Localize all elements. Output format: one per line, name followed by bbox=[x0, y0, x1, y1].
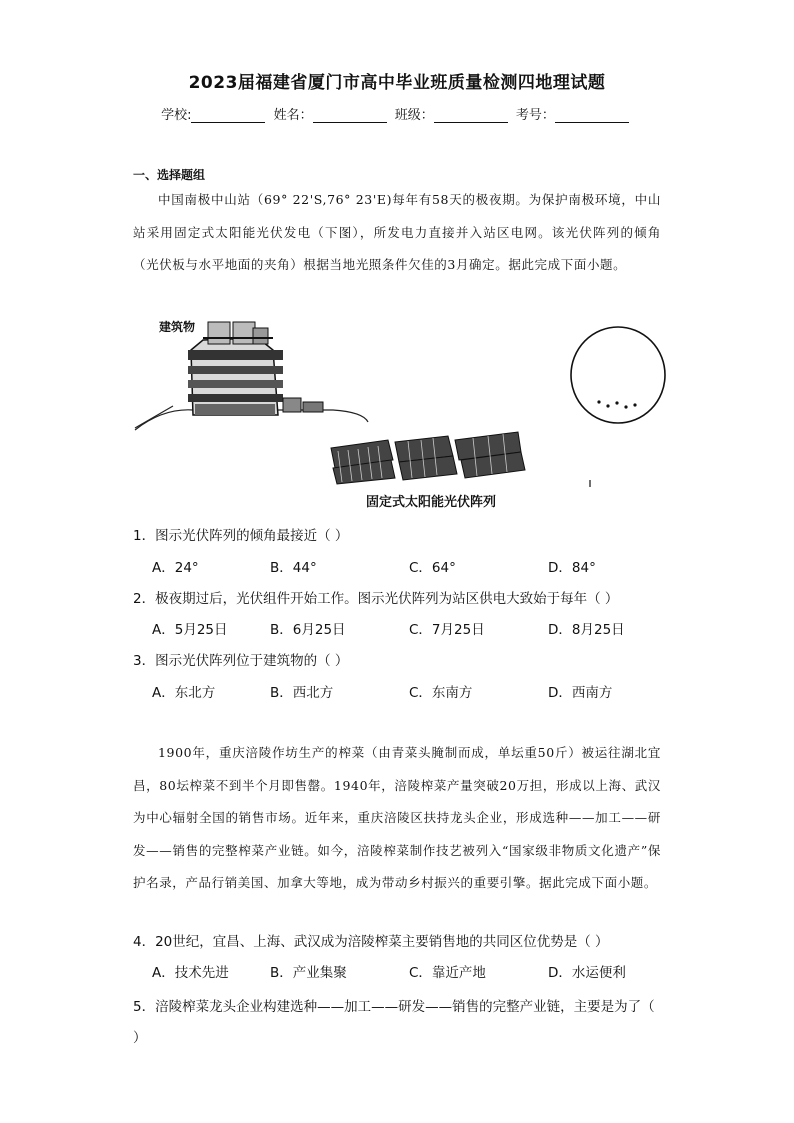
passage-text: 1900年，重庆涪陵作坊生产的榨菜（由青菜头腌制而成，单坛重50斤）被运往湖北宜昌，80坛榨菜不到半个月即售罄。1940年，涪陵榨菜产量突破20万担，形成以上海、武汉为中心辐射全国的销售市场。近年来，重庆涪陵区扶持龙头企业，形成选种——加工——研发——销售的完整榨菜产业链。如今，涪陵榨菜制作技艺被列入“国家级非物质文化遗产”保护名录，产品行销美国、加拿大等地，成为带动乡村振兴的重要引擎。据此完成下面小题。 bbox=[133, 745, 661, 890]
school-blank[interactable] bbox=[191, 109, 265, 123]
compass-circle bbox=[571, 327, 665, 487]
building-label: 建筑物 bbox=[159, 320, 196, 334]
option-d[interactable]: D．84° bbox=[548, 560, 596, 576]
name-label: 姓名： bbox=[273, 108, 313, 123]
student-info-line bbox=[0, 104, 794, 123]
question-2-stem: 2．极夜期过后，光伏组件开始工作。图示光伏阵列为站区供电大致始于每年（ ） bbox=[133, 591, 619, 607]
question-5-stem: 5．涪陵榨菜龙头企业构建选种——加工——研发——销售的完整产业链，主要是为了（ ） bbox=[133, 999, 655, 1046]
solar-panel-array bbox=[331, 432, 525, 484]
option-b[interactable]: B．西北方 bbox=[270, 685, 334, 701]
option-c[interactable]: C．7月25日 bbox=[409, 622, 485, 638]
option-b[interactable]: B．44° bbox=[270, 560, 317, 576]
building-drawing bbox=[188, 322, 323, 415]
option-b[interactable]: B．6月25日 bbox=[270, 622, 346, 638]
passage-fuling-zhacai bbox=[133, 737, 661, 900]
option-c[interactable]: C．64° bbox=[409, 560, 456, 576]
exam-number-label: 考号： bbox=[515, 108, 555, 123]
option-a[interactable]: A．东北方 bbox=[152, 685, 216, 701]
option-a[interactable]: A．技术先进 bbox=[152, 965, 229, 981]
exam-number-blank[interactable] bbox=[555, 109, 629, 123]
class-label: 班级： bbox=[394, 108, 434, 123]
page-title: 2023届福建省厦门市高中毕业班质量检测四地理试题 bbox=[188, 73, 606, 93]
option-c[interactable]: C．靠近产地 bbox=[409, 965, 486, 981]
array-caption: 固定式太阳能光伏阵列 bbox=[366, 495, 497, 510]
option-a[interactable]: A．5月25日 bbox=[152, 622, 228, 638]
passage-zhongshan-station bbox=[133, 184, 661, 282]
option-a[interactable]: A．24° bbox=[152, 560, 199, 576]
question-1-stem: 1．图示光伏阵列的倾角最接近（ ） bbox=[133, 528, 349, 544]
question-3-stem: 3．图示光伏阵列位于建筑物的（ ） bbox=[133, 653, 349, 669]
section-title: 一、选择题组 bbox=[133, 168, 206, 182]
option-d[interactable]: D．8月25日 bbox=[548, 622, 625, 638]
option-c[interactable]: C．东南方 bbox=[409, 685, 473, 701]
passage-text: 中国南极中山站（69° 22'S,76° 23'E)每年有58天的极夜期。为保护南极环境，中山站采用固定式太阳能光伏发电（下图），所发电力直接并入站区电网。该光伏阵列的倾角（光伏板与水平地面的夹角）根据当地光照条件欠佳的3月确定。据此完成下面小题。 bbox=[133, 192, 661, 272]
figure-drawing bbox=[133, 310, 673, 515]
question-4-stem: 4．20世纪，宜昌、上海、武汉成为涪陵榨菜主要销售地的共同区位优势是（ ） bbox=[133, 934, 609, 950]
option-b[interactable]: B．产业集聚 bbox=[270, 965, 347, 981]
class-blank[interactable] bbox=[434, 109, 508, 123]
option-d[interactable]: D．西南方 bbox=[548, 685, 613, 701]
solar-array-figure bbox=[133, 310, 673, 515]
school-label: 学校: bbox=[161, 108, 192, 123]
option-d[interactable]: D．水运便利 bbox=[548, 965, 626, 981]
name-blank[interactable] bbox=[313, 109, 387, 123]
